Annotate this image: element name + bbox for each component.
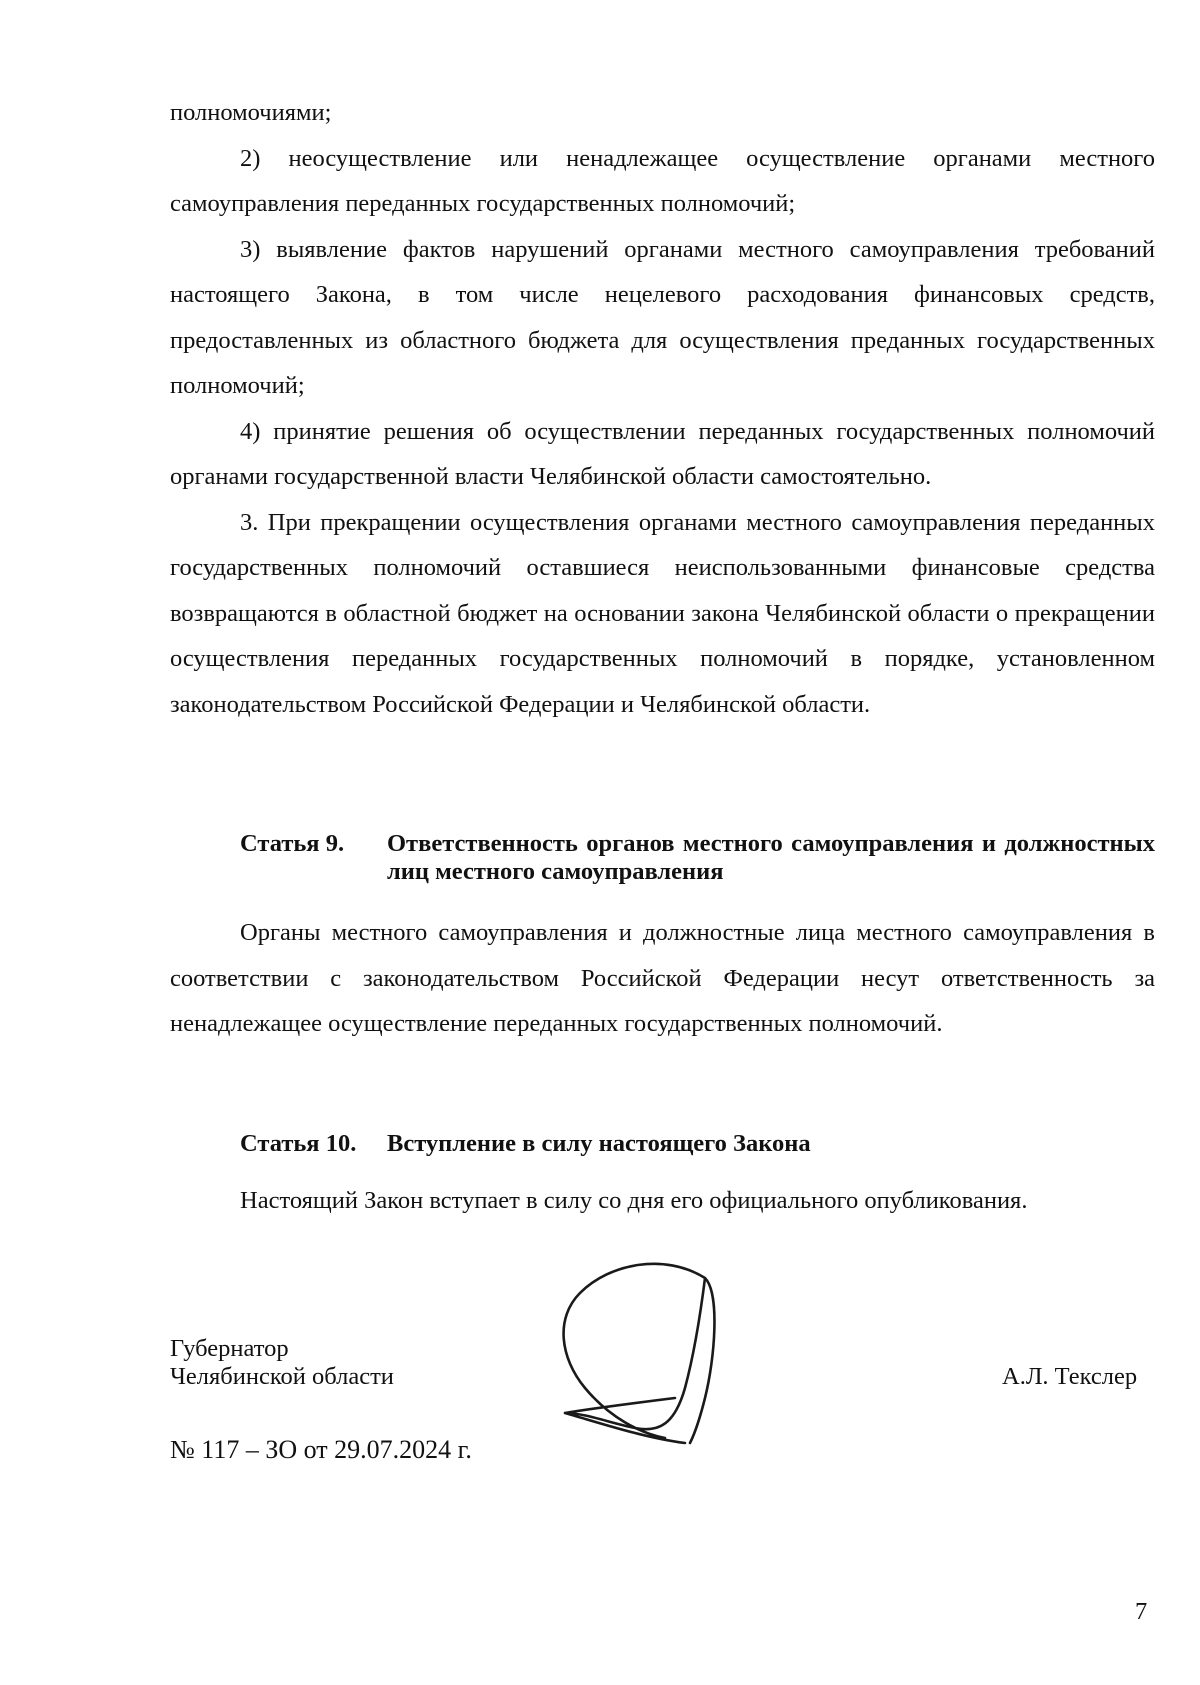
article-9-text: Органы местного самоуправления и должностные лица местного самоуправления в соответствии с законодательством Российской Федерации несут ответственность за ненадлежащее осуществление переданных государственных полномочий. <box>170 919 1155 1037</box>
paragraph-continuation: полномочиями; <box>170 99 332 126</box>
paragraph-part-3: 3. При прекращении осуществления органами местного самоуправления переданных государственных полномочий оставшиеся неиспользованными финансовые средства возвращаются в областной бюджет на основании закона Челябинской области о прекращении осуществления переданных государственных полномочий в порядке, установленном законодательством Российской Федерации и Челябинской области. <box>170 508 1155 718</box>
signatory-position <box>170 1335 394 1391</box>
law-number-date: № 117 – ЗО от 29.07.2024 г. <box>170 1435 472 1464</box>
signatory-position-line-2: Челябинской области <box>170 1363 394 1390</box>
signatory-position-line-1: Губернатор <box>170 1335 289 1362</box>
article-9-heading <box>240 830 1155 886</box>
article-10-number: Статья 10. <box>240 1130 357 1157</box>
page-number: 7 <box>1135 1598 1148 1625</box>
paragraph-item-2: 2) неосуществление или ненадлежащее осуществление органами местного самоуправления переданных государственных полномочий; <box>170 144 1155 217</box>
body-text-top <box>170 90 1155 727</box>
article-10-text: Настоящий Закон вступает в силу со дня его официального опубликования. <box>240 1187 1028 1214</box>
paragraph-item-3: 3) выявление фактов нарушений органами местного самоуправления требований настоящего Закона, в том числе нецелевого расходования финансовых средств, предоставленных из областного бюджета для осуществления преданных государственных полномочий; <box>170 235 1155 399</box>
article-9-title: Ответственность органов местного самоуправления и должностных лиц местного самоуправления <box>387 830 1155 885</box>
article-10-heading <box>240 1130 1155 1158</box>
article-10-body <box>170 1178 1155 1224</box>
article-9-number: Статья 9. <box>240 830 345 857</box>
article-9-body <box>170 910 1155 1047</box>
article-10-title: Вступление в силу настоящего Закона <box>387 1130 811 1157</box>
handwritten-signature <box>555 1248 735 1448</box>
paragraph-item-4: 4) принятие решения об осуществлении переданных государственных полномочий органами государственной власти Челябинской области самостоятельно. <box>170 417 1155 490</box>
signatory-name: А.Л. Текслер <box>1002 1363 1138 1390</box>
